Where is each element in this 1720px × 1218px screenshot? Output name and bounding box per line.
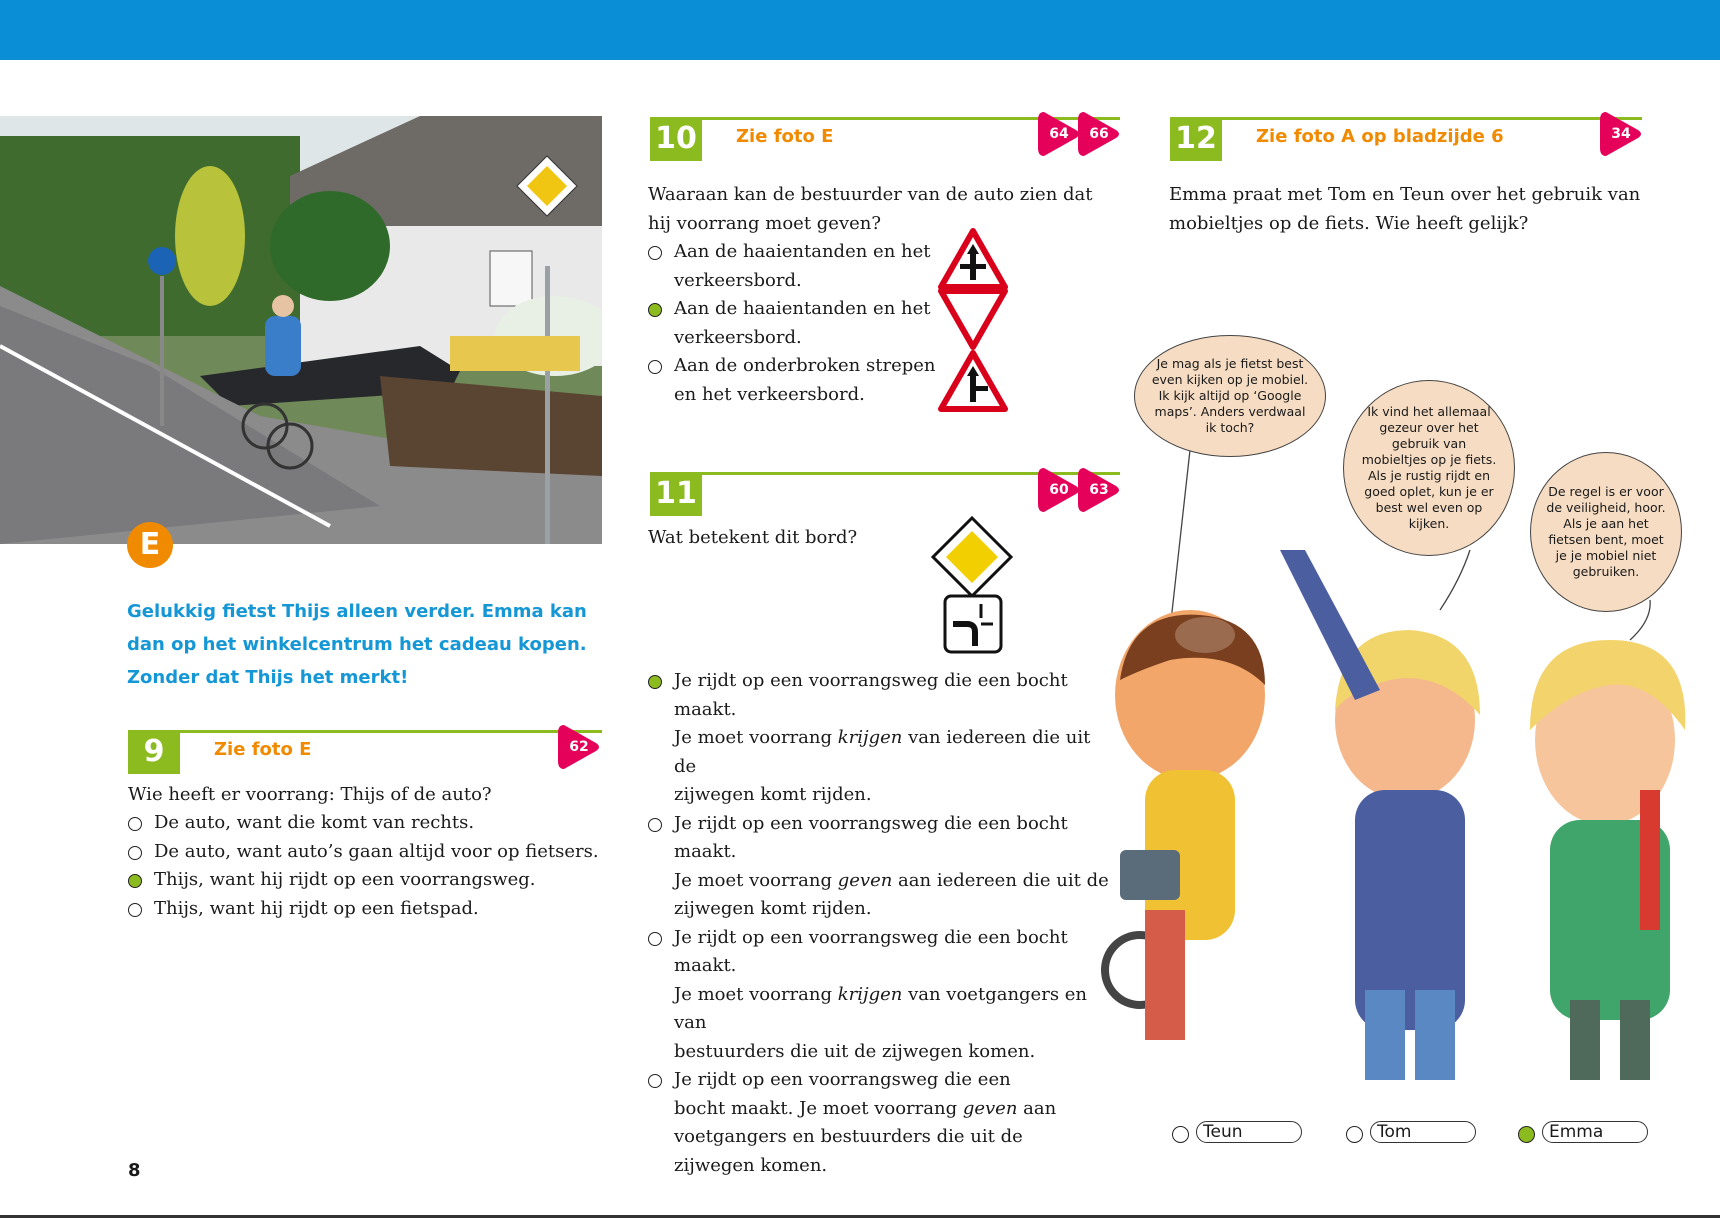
top-banner bbox=[0, 0, 1720, 60]
question-9-options bbox=[126, 809, 606, 923]
option-text: Aan de haaientanden en het bbox=[674, 241, 931, 262]
answer-label: Teun bbox=[1196, 1121, 1302, 1143]
reference-label: 64 bbox=[1049, 126, 1069, 142]
option-text: Je rijdt op een voorrangsweg die een bocht maakt. bbox=[674, 670, 1068, 720]
priority-road-bend-sign-icon bbox=[943, 594, 1003, 654]
option-text: Thijs, want hij rijdt op een fietspad. bbox=[154, 897, 479, 919]
priority-road-sign-icon bbox=[930, 515, 1014, 599]
option-text: De auto, want die komt van rechts. bbox=[154, 812, 475, 833]
option-text: Aan de haaientanden en het bbox=[674, 298, 931, 319]
option-text: aan iedereen die uit de bbox=[892, 869, 1109, 891]
answer-label: Emma bbox=[1542, 1121, 1648, 1143]
kids-illustration bbox=[1050, 520, 1690, 1090]
radio-button[interactable] bbox=[128, 903, 142, 917]
option-text: Je rijdt op een voorrangsweg die een bbox=[674, 1069, 1011, 1090]
question-number: 10 bbox=[650, 117, 702, 161]
question-number: 11 bbox=[650, 472, 702, 516]
radio-button[interactable] bbox=[128, 817, 142, 831]
reference-label: 66 bbox=[1089, 126, 1109, 142]
option-text: bocht maakt. Je moet voorrang bbox=[674, 1097, 963, 1119]
option-item[interactable] bbox=[646, 667, 1116, 810]
priority-crossroad-sign-icon bbox=[938, 228, 1008, 290]
radio-button[interactable] bbox=[1172, 1126, 1189, 1143]
speech-bubble-emma: De regel is er voor de veiligheid, hoor. Als je aan het fietsen bent, moet je je mobiel niet gebruiken. bbox=[1530, 452, 1682, 612]
radio-button[interactable] bbox=[648, 818, 662, 832]
question-number: 9 bbox=[128, 730, 180, 774]
option-text: verkeersbord. bbox=[674, 326, 802, 348]
option-emphasis: geven bbox=[962, 1097, 1018, 1119]
reference-label: 62 bbox=[569, 739, 589, 755]
yield-sign-icon bbox=[938, 288, 1008, 350]
question-9-text: Wie heeft er voorrang: Thijs of de auto? bbox=[128, 784, 492, 805]
option-item[interactable] bbox=[126, 866, 606, 895]
option-emphasis: krijgen bbox=[837, 727, 903, 748]
photo-badge: E bbox=[127, 522, 173, 568]
option-text: bestuurders die uit de zijwegen komen. bbox=[674, 1040, 1036, 1062]
option-text: zijwegen komen. bbox=[674, 1154, 828, 1176]
header-line bbox=[1222, 117, 1642, 120]
intro-text: Gelukkig fietst Thijs alleen verder. Emma kan dan op het winkelcentrum het cadeau kopen. Zonder dat Thijs het merkt! bbox=[127, 601, 587, 688]
option-text: Je rijdt op een voorrangsweg die een bocht maakt. bbox=[674, 926, 1068, 976]
option-text: Je rijdt op een voorrangsweg die een bocht maakt. bbox=[674, 812, 1068, 862]
option-text: Je moet voorrang bbox=[674, 727, 838, 748]
option-text: zijwegen komt rijden. bbox=[674, 784, 872, 805]
option-item[interactable] bbox=[646, 1066, 1116, 1180]
question-11-options bbox=[646, 667, 1116, 1180]
reference-badge[interactable] bbox=[556, 723, 604, 771]
radio-button-selected[interactable] bbox=[648, 675, 662, 689]
option-emphasis: geven bbox=[837, 869, 893, 891]
option-text: De auto, want auto’s gaan altijd voor op fietsers. bbox=[154, 840, 599, 862]
question-12-text: Emma praat met Tom en Teun over het gebruik van mobieltjes op de fiets. Wie heeft gelijk? bbox=[1169, 184, 1641, 234]
option-text: van iedereen die uit de bbox=[674, 727, 1091, 777]
reference-label: 63 bbox=[1089, 482, 1109, 498]
option-item[interactable] bbox=[126, 895, 606, 924]
question-12-header bbox=[1170, 117, 1642, 161]
radio-button-selected[interactable] bbox=[1518, 1126, 1535, 1143]
option-item[interactable] bbox=[646, 810, 1116, 924]
option-text: zijwegen komt rijden. bbox=[674, 898, 872, 919]
reference-label: 60 bbox=[1049, 482, 1069, 498]
option-item[interactable] bbox=[126, 838, 606, 867]
radio-button[interactable] bbox=[128, 846, 142, 860]
radio-button[interactable] bbox=[648, 932, 662, 946]
option-emphasis: krijgen bbox=[837, 983, 903, 1005]
question-9-header bbox=[128, 730, 602, 774]
option-item[interactable] bbox=[646, 924, 1116, 1067]
option-item[interactable] bbox=[646, 352, 946, 409]
option-text: Thijs, want hij rijdt op een voorrangsweg. bbox=[154, 869, 536, 890]
radio-button[interactable] bbox=[648, 360, 662, 374]
option-text: Je moet voorrang bbox=[674, 869, 838, 891]
radio-button[interactable] bbox=[1346, 1126, 1363, 1143]
answer-label: Tom bbox=[1370, 1121, 1476, 1143]
page-number: 8 bbox=[128, 1160, 141, 1181]
option-item[interactable] bbox=[126, 809, 606, 838]
photo-e bbox=[0, 116, 602, 544]
question-10-options bbox=[646, 238, 946, 409]
question-title: Zie foto E bbox=[214, 739, 312, 760]
question-11-text: Wat betekent dit bord? bbox=[648, 527, 858, 548]
option-text: voetgangers en bestuurders die uit de bbox=[674, 1126, 1023, 1147]
question-title: Zie foto A op bladzijde 6 bbox=[1256, 126, 1504, 147]
radio-button-selected[interactable] bbox=[128, 874, 142, 888]
option-text: verkeersbord. bbox=[674, 269, 802, 291]
option-text: aan bbox=[1017, 1097, 1057, 1119]
question-title: Zie foto E bbox=[736, 126, 834, 147]
header-line bbox=[180, 730, 602, 733]
priority-sideroad-sign-icon bbox=[938, 350, 1008, 412]
reference-badge[interactable] bbox=[1598, 110, 1646, 158]
radio-button[interactable] bbox=[648, 1074, 662, 1088]
reference-badge[interactable] bbox=[1076, 110, 1124, 158]
question-10-text: Waaraan kan de bestuurder van de auto zien dat hij voorrang moet geven? bbox=[648, 184, 1093, 234]
radio-button[interactable] bbox=[648, 246, 662, 260]
option-text: en het verkeersbord. bbox=[674, 383, 865, 405]
question-number: 12 bbox=[1170, 117, 1222, 161]
speech-bubble-tom: Ik vind het allemaal gezeur over het gebruik van mobieltjes op je fiets. Als je rustig rijdt en goed oplet, kun je er best wel even op kijken. bbox=[1343, 380, 1515, 556]
option-text: Aan de onderbroken strepen bbox=[674, 355, 936, 376]
option-text: van voetgangers en van bbox=[674, 983, 1088, 1033]
reference-label: 34 bbox=[1611, 126, 1631, 142]
option-item[interactable] bbox=[646, 238, 946, 295]
option-item[interactable] bbox=[646, 295, 946, 352]
radio-button-selected[interactable] bbox=[648, 303, 662, 317]
speech-bubble-teun: Je mag als je fietst best even kijken op je mobiel. Ik kijk altijd op ‘Google maps’. Anders verdwaal ik toch? bbox=[1134, 335, 1326, 457]
option-text: Je moet voorrang bbox=[674, 983, 838, 1005]
